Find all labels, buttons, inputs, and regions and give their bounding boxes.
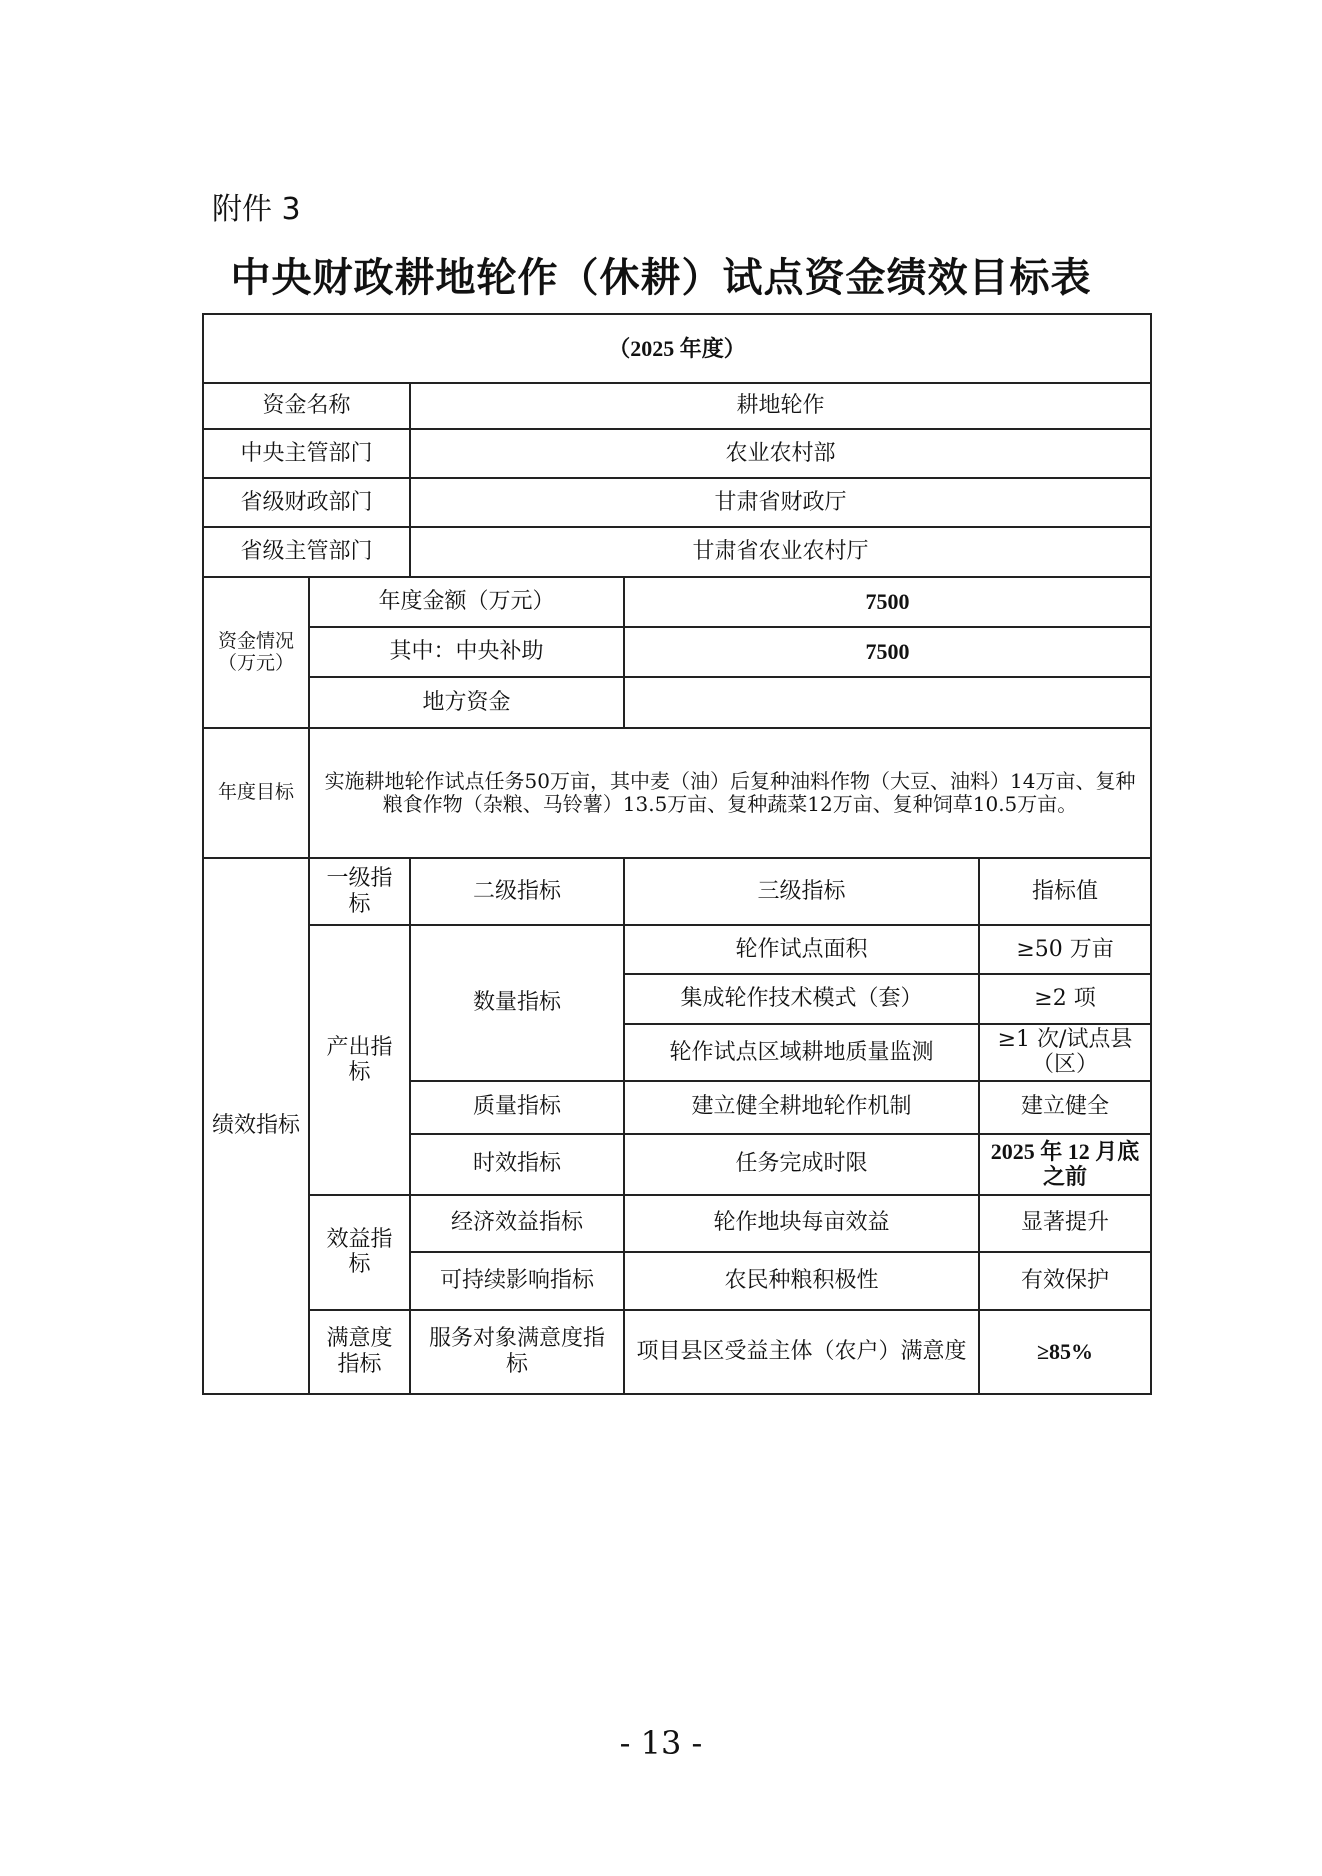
indicator-value: ≥85% [979, 1310, 1151, 1394]
quality-label: 质量指标 [410, 1081, 624, 1134]
timeliness-label: 时效指标 [410, 1134, 624, 1195]
funds-label: 资金情况（万元） [203, 577, 309, 728]
indicator-name: 项目县区受益主体（农户）满意度 [624, 1310, 979, 1394]
annual-amount-value: 7500 [624, 577, 1151, 627]
indicator-value: 2025 年 12 月底之前 [979, 1134, 1151, 1195]
annual-goal-label: 年度目标 [203, 728, 309, 858]
header-value: 指标值 [979, 858, 1151, 925]
sustain-label: 可持续影响指标 [410, 1252, 624, 1310]
fund-name-label: 资金名称 [203, 383, 410, 429]
prov-finance-value: 甘肃省财政厅 [410, 478, 1151, 527]
indicator-value: 显著提升 [979, 1195, 1151, 1252]
indicator-value: 有效保护 [979, 1252, 1151, 1310]
indicator-value: ≥50 万亩 [979, 925, 1151, 974]
prov-dept-value: 甘肃省农业农村厅 [410, 527, 1151, 577]
prov-finance-label: 省级财政部门 [203, 478, 410, 527]
quantity-label: 数量指标 [410, 925, 624, 1081]
document-title: 中央财政耕地轮作（休耕）试点资金绩效目标表 [230, 255, 1092, 301]
perf-label: 绩效指标 [203, 858, 309, 1394]
indicator-name: 集成轮作技术模式（套） [624, 974, 979, 1024]
indicator-name: 任务完成时限 [624, 1134, 979, 1195]
fund-name-value: 耕地轮作 [410, 383, 1151, 429]
indicator-value: 建立健全 [979, 1081, 1151, 1134]
local-funds-label: 地方资金 [309, 677, 624, 728]
benefit-label: 效益指标 [309, 1195, 410, 1310]
year-cell: （2025 年度） [203, 314, 1151, 383]
central-subsidy-value: 7500 [624, 627, 1151, 677]
page-number: - 13 - [619, 1724, 703, 1762]
annual-amount-label: 年度金额（万元） [309, 577, 624, 627]
central-dept-label: 中央主管部门 [203, 429, 410, 478]
indicator-value: ≥1 次/试点县（区） [979, 1024, 1151, 1081]
indicator-name: 轮作试点面积 [624, 925, 979, 974]
indicator-name: 农民种粮积极性 [624, 1252, 979, 1310]
central-subsidy-label: 其中：中央补助 [309, 627, 624, 677]
central-dept-value: 农业农村部 [410, 429, 1151, 478]
performance-table [202, 313, 1152, 1395]
prov-dept-label: 省级主管部门 [203, 527, 410, 577]
indicator-name: 轮作地块每亩效益 [624, 1195, 979, 1252]
output-label: 产出指标 [309, 925, 410, 1195]
indicator-value: ≥2 项 [979, 974, 1151, 1024]
annual-goal-text: 实施耕地轮作试点任务50万亩，其中麦（油）后复种油料作物（大豆、油料）14万亩、复种粮食作物（杂粮、马铃薯）13.5万亩、复种蔬菜12万亩、复种饲草10.5万亩。 [309, 728, 1151, 858]
economic-label: 经济效益指标 [410, 1195, 624, 1252]
satisfaction-label: 满意度指标 [309, 1310, 410, 1394]
header-level3: 三级指标 [624, 858, 979, 925]
local-funds-value [624, 677, 1151, 728]
service-satisfaction-label: 服务对象满意度指标 [410, 1310, 624, 1394]
indicator-name: 建立健全耕地轮作机制 [624, 1081, 979, 1134]
header-level2: 二级指标 [410, 858, 624, 925]
indicator-name: 轮作试点区域耕地质量监测 [624, 1024, 979, 1081]
header-level1: 一级指标 [309, 858, 410, 925]
attachment-label: 附件 3 [212, 192, 301, 227]
